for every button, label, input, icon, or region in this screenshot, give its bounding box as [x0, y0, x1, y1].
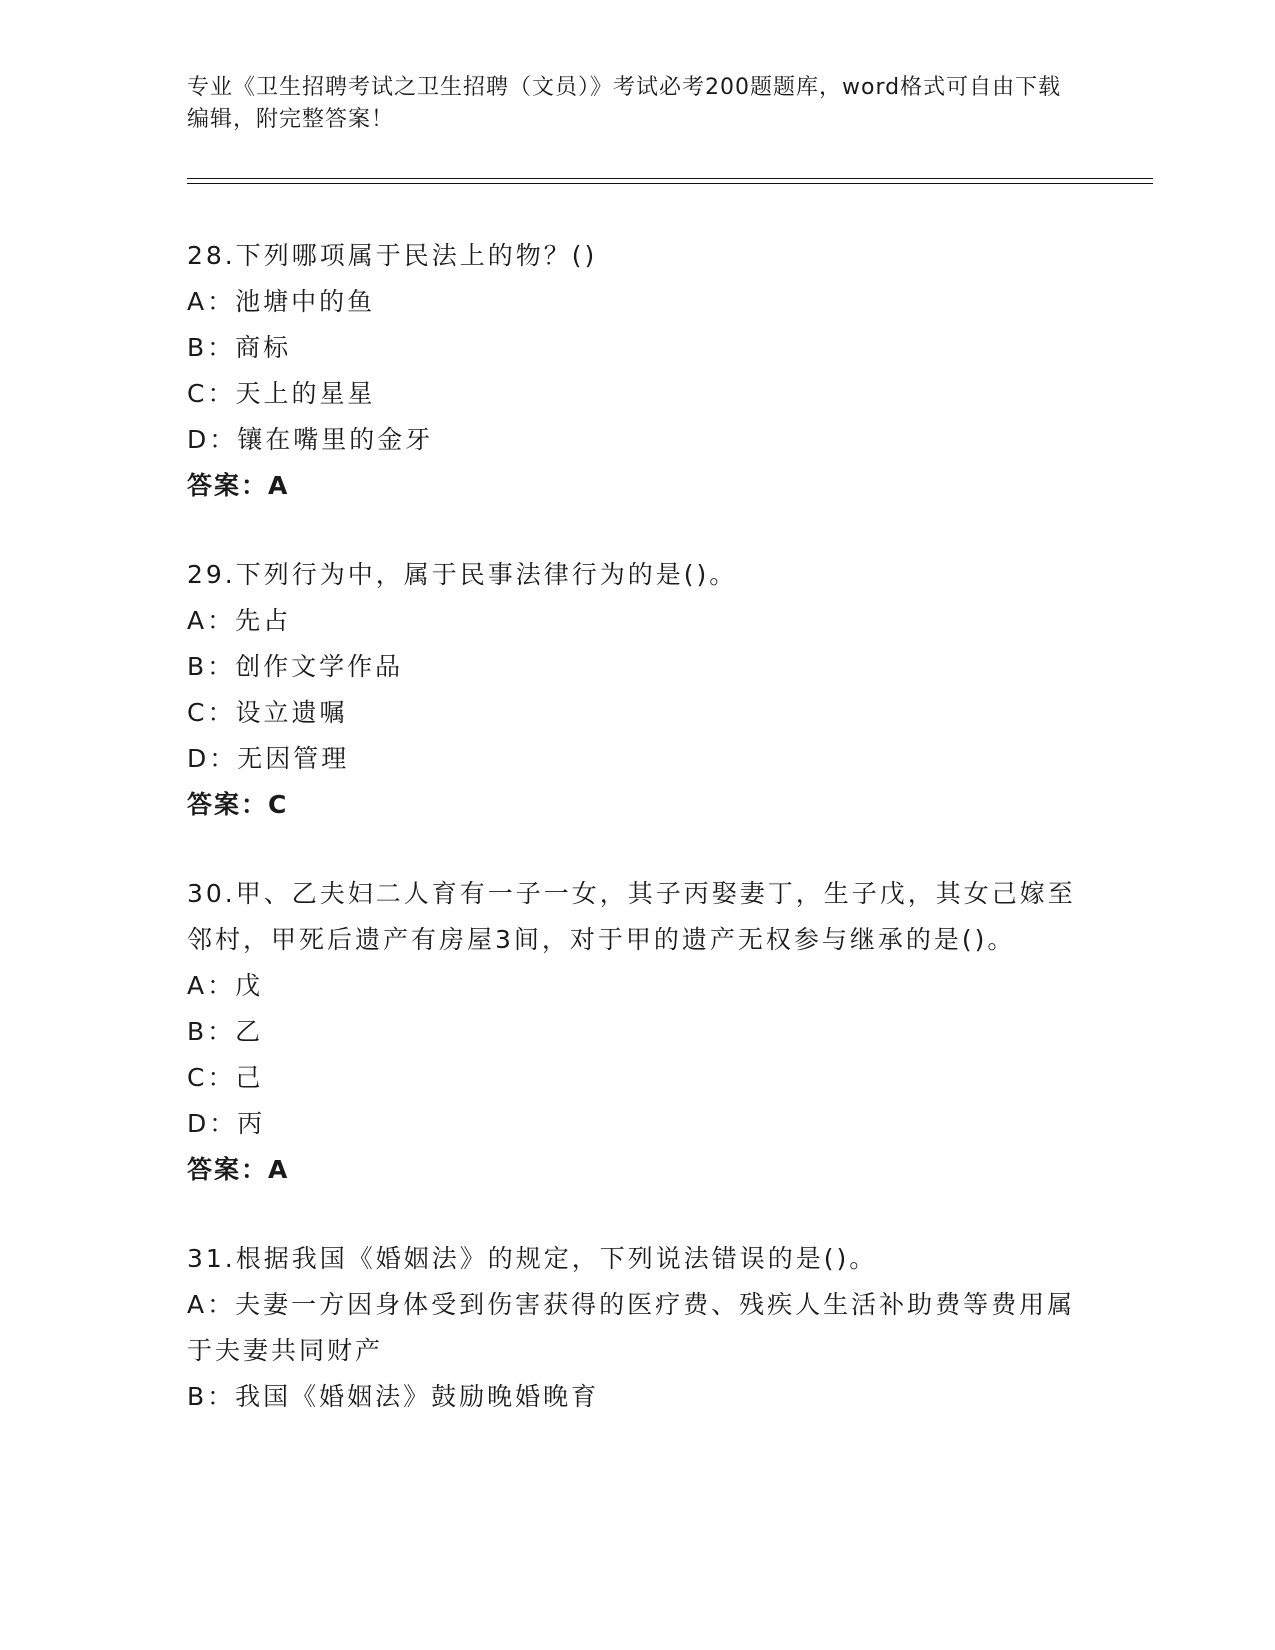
document-header: 专业《卫生招聘考试之卫生招聘（文员）》考试必考200题题库，word格式可自由下载编辑，附完整答案！: [187, 75, 1062, 132]
question-stem: 30.甲、乙夫妇二人育有一子一女，其子丙娶妻丁，生子戊，其女己嫁至邻村，甲死后遗产有房屋3间，对于甲的遗产无权参与继承的是()。: [187, 879, 1076, 954]
option-b: B：乙: [187, 1017, 264, 1046]
option-a: A：先占: [187, 606, 292, 635]
option-b: B：商标: [187, 333, 292, 362]
option-a: A：夫妻一方因身体受到伤害获得的医疗费、残疾人生活补助费等费用属于夫妻共同财产: [187, 1290, 1076, 1365]
question-30: [187, 871, 1087, 1193]
question-list: [187, 233, 1087, 1463]
option-c: C：天上的星星: [187, 379, 376, 408]
question-28: [187, 233, 1087, 509]
option-d: D：镶在嘴里的金牙: [187, 425, 434, 454]
option-d: D：丙: [187, 1109, 266, 1138]
header-divider-bottom: [187, 183, 1153, 184]
option-c: C：设立遗嘱: [187, 698, 348, 727]
question-29: [187, 552, 1087, 828]
option-b: B：我国《婚姻法》鼓励晚婚晚育: [187, 1382, 600, 1411]
answer-line: 答案：A: [187, 471, 290, 500]
option-c: C：己: [187, 1063, 264, 1092]
header-divider-top: [187, 178, 1153, 179]
option-b: B：创作文学作品: [187, 652, 404, 681]
answer-line: 答案：C: [187, 790, 289, 819]
question-stem: 28.下列哪项属于民法上的物？(): [187, 241, 598, 270]
option-a: A：戊: [187, 971, 264, 1000]
answer-line: 答案：A: [187, 1155, 290, 1184]
question-stem: 29.下列行为中，属于民事法律行为的是()。: [187, 560, 738, 589]
option-a: A：池塘中的鱼: [187, 287, 376, 316]
question-31: [187, 1236, 1087, 1420]
question-stem: 31.根据我国《婚姻法》的规定，下列说法错误的是()。: [187, 1244, 878, 1273]
option-d: D：无因管理: [187, 744, 350, 773]
